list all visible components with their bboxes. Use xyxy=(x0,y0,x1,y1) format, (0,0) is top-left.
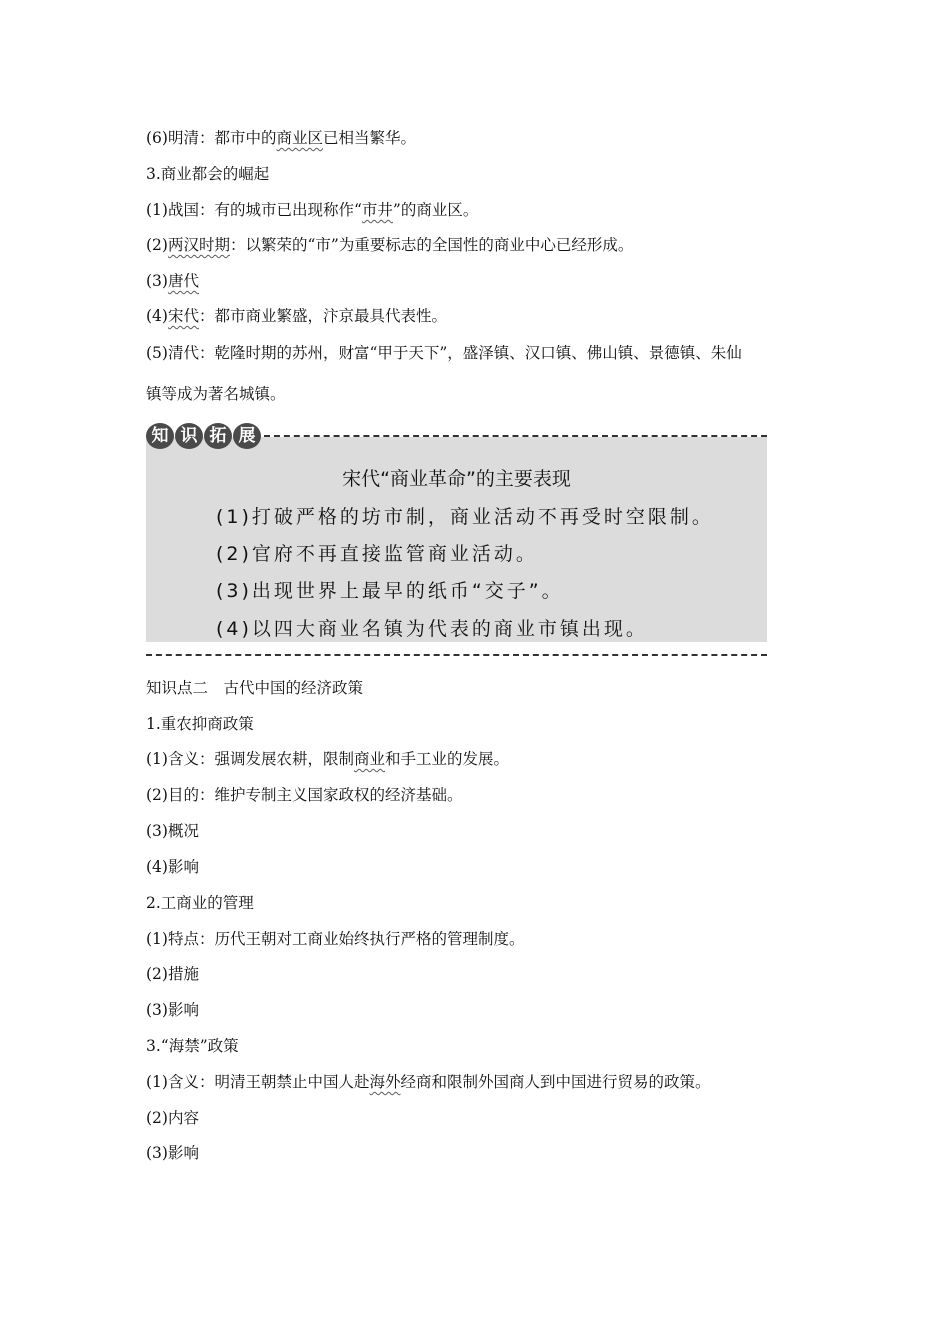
text-line: (2)两汉时期：以繁荣的“市”为重要标志的全国性的商业中心已经形成。 xyxy=(146,236,634,254)
dashed-divider-top xyxy=(264,435,767,437)
text-line: (4)影响 xyxy=(146,858,199,876)
box-item: (3)出现世界上最早的纸币“交子”。 xyxy=(216,580,564,602)
text-line: (1)战国：有的城市已出现称作“市井”的商业区。 xyxy=(146,201,479,219)
text-line: 镇等成为著名城镇。 xyxy=(146,385,286,403)
box-title: 宋代“商业革命”的主要表现 xyxy=(342,468,571,490)
box-item: (2)官府不再直接监管商业活动。 xyxy=(216,543,538,565)
text-line: (1)含义：明清王朝禁止中国人赴海外经商和限制外国商人到中国进行贸易的政策。 xyxy=(146,1073,711,1091)
badge-char: 展 xyxy=(233,423,261,449)
text-line: (2)措施 xyxy=(146,965,199,983)
text-line: (3)概况 xyxy=(146,822,199,840)
knowledge-extension-badge xyxy=(146,423,261,449)
text-line: (3)影响 xyxy=(146,1001,199,1019)
section-heading: 3.商业都会的崛起 xyxy=(146,165,270,183)
badge-char: 拓 xyxy=(204,423,232,449)
box-item: (1)打破严格的坊市制，商业活动不再受时空限制。 xyxy=(216,506,714,528)
text-line: (5)清代：乾隆时期的苏州，财富“甲于天下”，盛泽镇、汉口镇、佛山镇、景德镇、朱仙 xyxy=(146,344,742,362)
text-line: (4)宋代：都市商业繁盛，汴京最具代表性。 xyxy=(146,307,447,325)
badge-char: 知 xyxy=(146,423,174,449)
text-line: (6)明清：都市中的商业区已相当繁华。 xyxy=(146,129,416,147)
section-heading: 2.工商业的管理 xyxy=(146,894,254,912)
section-heading: 3.“海禁”政策 xyxy=(146,1037,239,1055)
section-heading: 1.重农抑商政策 xyxy=(146,715,254,733)
badge-char: 识 xyxy=(175,423,203,449)
text-line: (2)目的：维护专制主义国家政权的经济基础。 xyxy=(146,786,463,804)
text-line: (1)含义：强调发展农耕，限制商业和手工业的发展。 xyxy=(146,750,509,768)
text-line: (3)唐代 xyxy=(146,272,199,290)
box-item: (4)以四大商业名镇为代表的商业市镇出现。 xyxy=(216,618,648,640)
knowledge-extension-box xyxy=(146,423,767,658)
text-line: (1)特点：历代王朝对工商业始终执行严格的管理制度。 xyxy=(146,930,525,948)
section-heading: 知识点二 古代中国的经济政策 xyxy=(146,679,364,697)
dashed-divider-bottom xyxy=(146,654,767,656)
text-line: (2)内容 xyxy=(146,1109,199,1127)
text-line: (3)影响 xyxy=(146,1144,199,1162)
